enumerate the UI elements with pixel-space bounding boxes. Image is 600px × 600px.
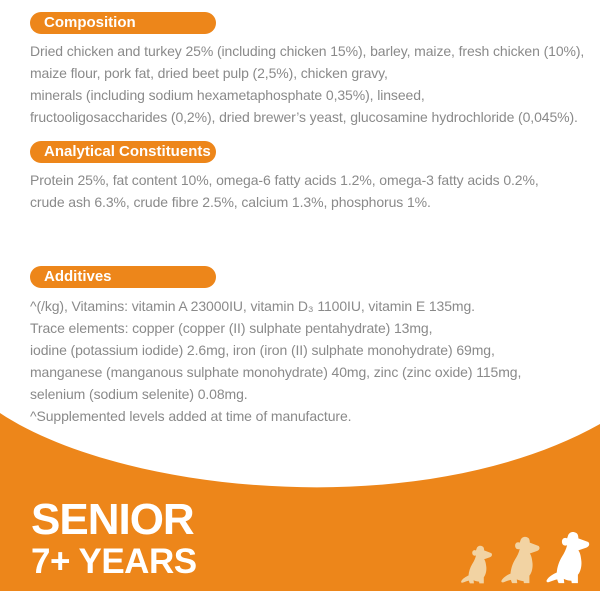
analytical-line: Protein 25%, fat content 10%, omega-6 fatty acids 1.2%, omega-3 fatty acids 0.2%, (30, 172, 539, 188)
large-dog-icon (545, 531, 592, 584)
composition-section-header: Composition (30, 12, 216, 34)
life-stage-title: SENIOR (31, 495, 194, 544)
small-dog-icon (460, 545, 494, 584)
composition-text (30, 40, 584, 128)
additives-line: ^(/kg), Vitamins: vitamin A 23000IU, vitamin D₃ 1100IU, vitamin E 135mg. (30, 298, 475, 314)
additives-line: manganese (manganous sulphate monohydrate) 40mg, zinc (zinc oxide) 115mg, (30, 364, 522, 380)
analytical-constituents-section-header: Analytical Constituents (30, 141, 216, 163)
additives-section-header: Additives (30, 266, 216, 288)
analytical-constituents-text (30, 169, 539, 213)
composition-line: maize flour, pork fat, dried beet pulp (2,5%), chicken gravy, (30, 65, 388, 81)
additives-line: ^Supplemented levels added at time of manufacture. (30, 408, 352, 424)
composition-line: Dried chicken and turkey 25% (including chicken 15%), barley, maize, fresh chicken (10%), (30, 43, 585, 59)
additives-line: selenium (sodium selenite) 0.08mg. (30, 386, 248, 402)
medium-dog-icon (500, 536, 542, 584)
composition-line: fructooligosaccharides (0,2%), dried brewer’s yeast, glucosamine hydrochloride (0,045%). (30, 109, 578, 125)
composition-line: minerals (including sodium hexametaphosphate 0,35%), linseed, (30, 87, 425, 103)
additives-line: iodine (potassium iodide) 2.6mg, iron (iron (II) sulphate monohydrate) 69mg, (30, 342, 495, 358)
analytical-line: crude ash 6.3%, crude fibre 2.5%, calcium 1.3%, phosphorus 1%. (30, 194, 431, 210)
additives-line: Trace elements: copper (copper (II) sulphate pentahydrate) 13mg, (30, 320, 433, 336)
additives-text (30, 295, 521, 427)
age-range-subtitle: 7+ YEARS (31, 542, 197, 581)
